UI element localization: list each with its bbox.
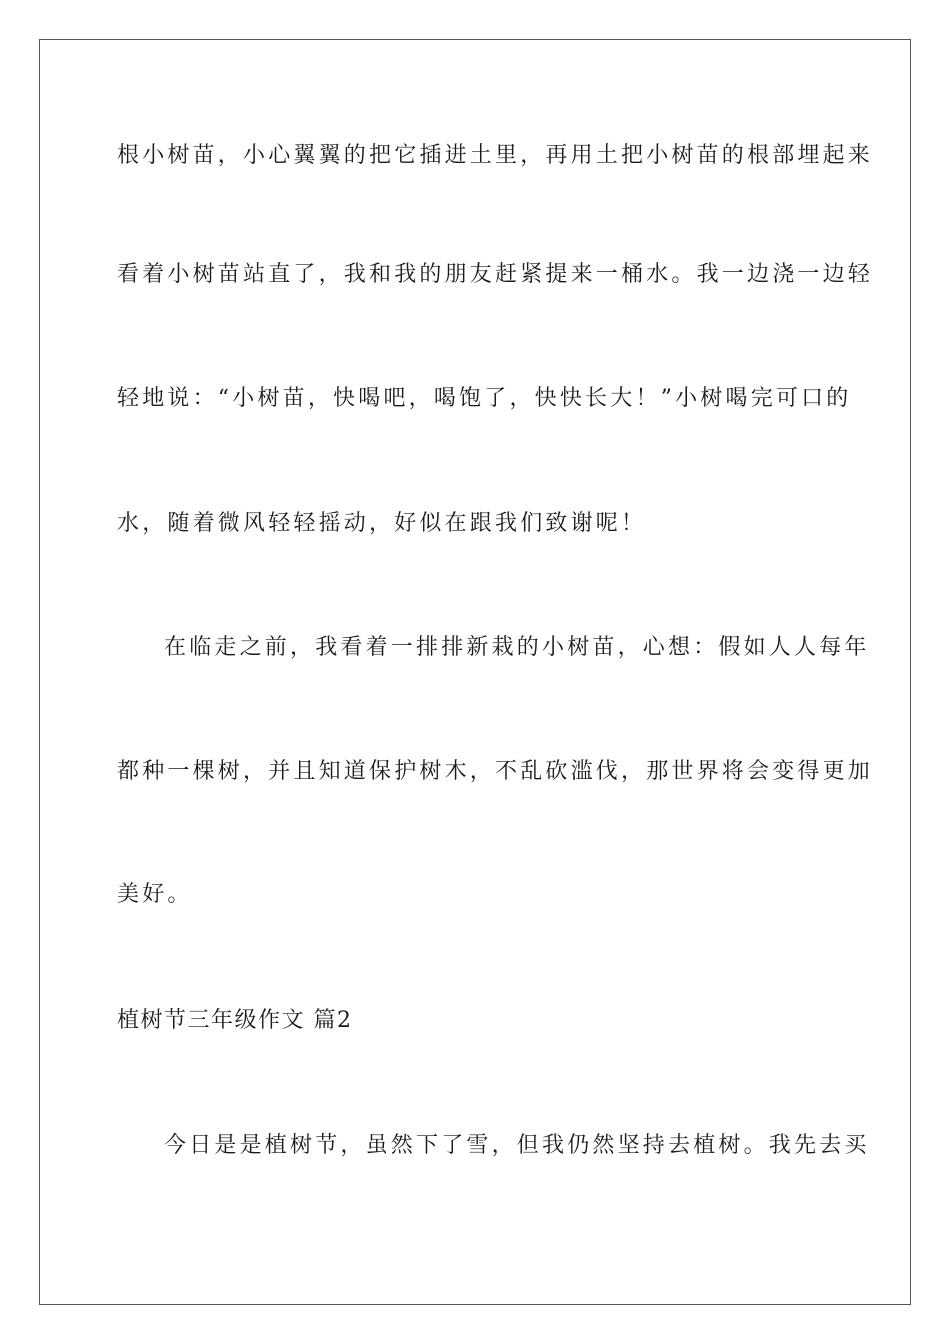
- paragraph-line-6: 都种一棵树，并且知道保护树木，不乱砍滥伐，那世界将会变得更加: [117, 759, 874, 784]
- page-frame: [39, 39, 911, 1305]
- paragraph-line-8: 今日是是植树节，虽然下了雪，但我仍然坚持去植树。我先去买: [164, 1133, 870, 1158]
- paragraph-line-3: 轻地说：“小树苗，快喝吧，喝饱了，快快长大！”小树喝完可口的: [117, 386, 852, 411]
- section-title: 植树节三年级作文 篇2: [117, 1008, 353, 1033]
- paragraph-line-1: 根小树苗，小心翼翼的把它插进土里，再用土把小树苗的根部埋起来: [117, 143, 874, 168]
- paragraph-line-7: 美好。: [117, 882, 193, 907]
- paragraph-line-2: 看着小树苗站直了，我和我的朋友赶紧提来一桶水。我一边浇一边轻: [117, 262, 874, 287]
- paragraph-line-4: 水，随着微风轻轻摇动，好似在跟我们致谢呢！: [117, 511, 647, 536]
- paragraph-line-5: 在临走之前，我看着一排排新栽的小树苗，心想：假如人人每年: [164, 635, 870, 660]
